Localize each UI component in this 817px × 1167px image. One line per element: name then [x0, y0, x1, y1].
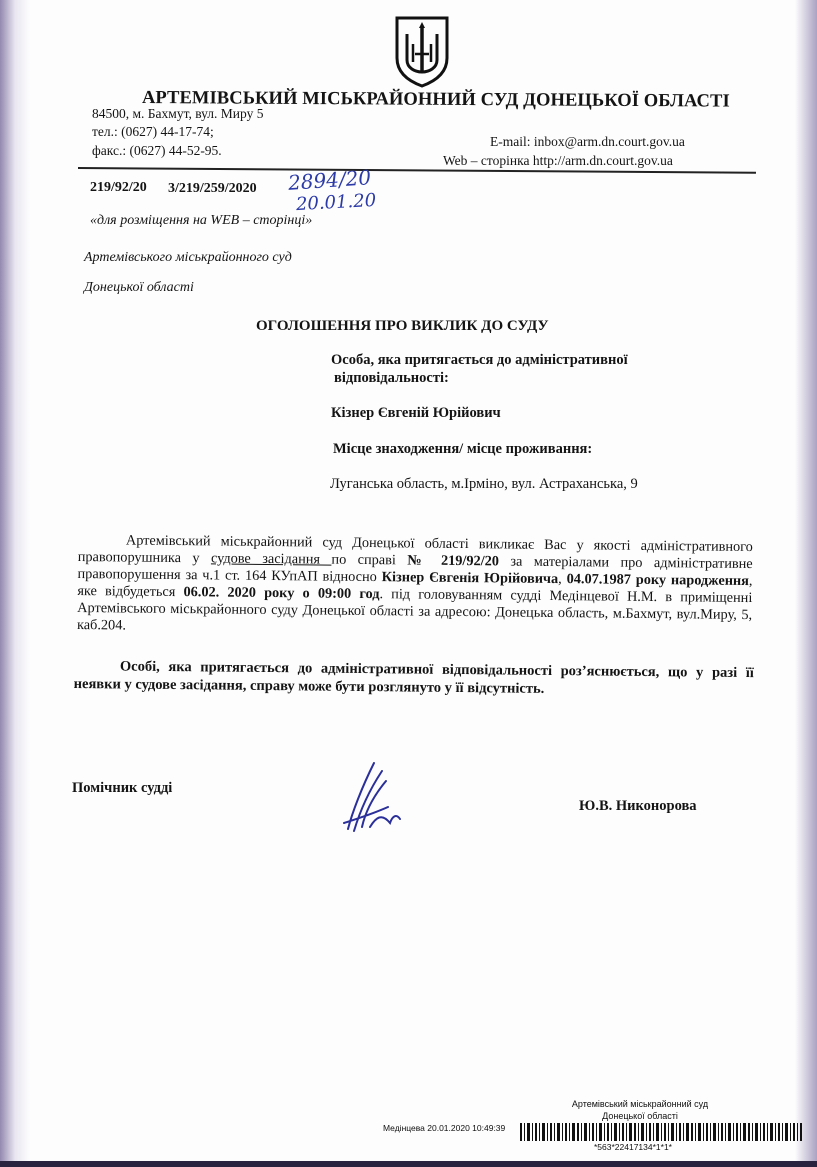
addressee-line-region: Донецької області [84, 280, 194, 295]
summons-text-part: за матеріалами про адміністративне правопорушення за ч.1 ст. 164 КУпАП відносно [77, 553, 753, 586]
summons-text-part: по справі [331, 551, 408, 569]
summons-text-part: , [558, 571, 567, 588]
handwritten-signature [330, 757, 408, 837]
scan-shadow-right [795, 0, 817, 1167]
summons-text-part: Артемівський міськрайонний суд Донецької області викликає Вас у якості адміністративного правопорушника у [77, 532, 753, 567]
summons-text-part: . під головуванням судді Медінцевої Н.М. в приміщенні Артемівського міськрайонного суду Донецької області за адресою: Донецька область, м.Бахмут, вул.Миру, 5, каб.204. [76, 586, 753, 634]
addressee-line-court: Артемівського міськрайонного суд [84, 250, 292, 265]
absence-notice-text: Особі, яка притягається до адміністративної відповідальності роз’яснюється, що у разі її неявки у судове засідання, справу може бути розглянуто у її відсутність. [73, 658, 754, 697]
barcode-number: *563*22417134*1*1* [594, 1142, 672, 1152]
court-email: E-mail: inbox@arm.dn.court.gov.ua [490, 134, 685, 149]
court-address: 84500, м. Бахмут, вул. Миру 5 [92, 106, 264, 121]
court-website: Web – сторінка http://arm.dn.court.gov.ua [443, 153, 673, 168]
court-fax: факс.: (0627) 44-52-95. [92, 143, 222, 158]
barcode-icon [520, 1123, 802, 1141]
court-session-text: судове засідання [210, 550, 332, 568]
scan-shadow-bottom [0, 1161, 817, 1167]
case-number: 219/92/20 [90, 180, 147, 195]
summons-person-name: Кізнер Євгенія Юрійовича [381, 569, 559, 588]
court-phone: тел.: (0627) 44-17-74; [92, 124, 214, 139]
summons-birth-date: 04.07.1987 року народження [566, 571, 750, 590]
summons-hearing-datetime: 06.02. 2020 року о 09:00 год [183, 584, 380, 603]
signatory-name: Ю.В. Никонорова [579, 798, 697, 814]
signatory-role: Помічник судді [72, 780, 173, 796]
document-title: ОГОЛОШЕННЯ ПРО ВИКЛИК ДО СУДУ [256, 318, 549, 334]
addressee-line-web: «для розміщення на WEB – сторінці» [90, 213, 313, 228]
handwritten-registration-date: 20.01.20 [295, 189, 377, 216]
person-label-cont: відповідальності: [334, 370, 449, 386]
summons-case-number: № 219/92/20 [407, 552, 500, 570]
court-name: АРТЕМІВСЬКИЙ МІСЬКРАЙОННИЙ СУД ДОНЕЦЬКОЇ ОБЛАСТІ [141, 88, 730, 112]
registration-timestamp: Медінцева 20.01.2020 10:49:39 [383, 1123, 506, 1133]
scan-shadow-left [0, 0, 30, 1167]
proceeding-number: 3/219/259/2020 [168, 181, 257, 196]
handwritten-registration-number: 2894/20 [287, 165, 372, 195]
person-location: Луганська область, м.Ірміно, вул. Астраханська, 9 [330, 476, 638, 492]
person-label: Особа, яка притягається до адміністративної [331, 352, 628, 368]
summons-paragraph [77, 532, 753, 641]
person-name: Кізнер Євгеній Юрійович [331, 405, 501, 421]
location-label: Місце знаходження/ місце проживання: [333, 441, 593, 457]
absence-notice-paragraph [74, 657, 754, 700]
summons-text-part: , яке відбудеться [77, 573, 753, 601]
stamp-court-region: Донецької області [602, 1111, 678, 1121]
stamp-court-name: Артемівський міськрайонний суд [571, 1099, 709, 1109]
coat-of-arms-icon [393, 14, 451, 88]
